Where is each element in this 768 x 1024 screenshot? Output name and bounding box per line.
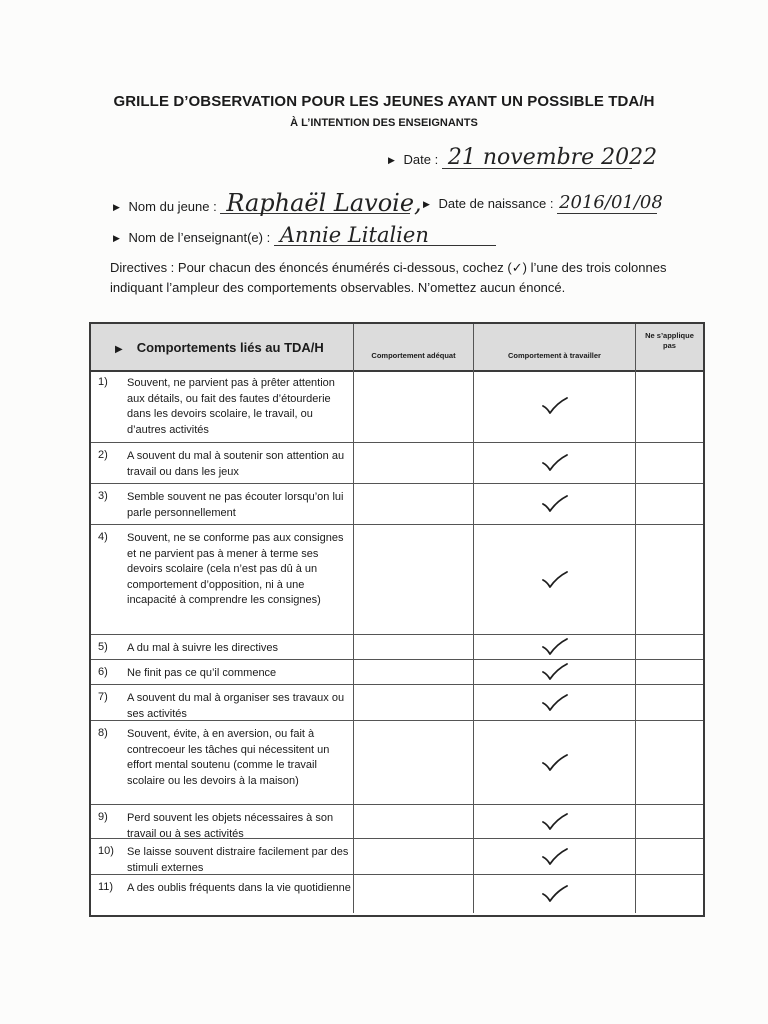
table-header bbox=[91, 324, 703, 372]
table-row bbox=[91, 635, 703, 660]
header-cell-to-work-on bbox=[473, 324, 635, 370]
row-behavior-text: A souvent du mal à organiser ses travaux ou ses activités bbox=[127, 692, 345, 720]
date-value[interactable]: 21 novembre 2022 bbox=[442, 148, 632, 169]
header-cell-not-applicable bbox=[635, 324, 703, 370]
checkmark-icon bbox=[540, 453, 570, 473]
checkbox-cell-to-work-on[interactable] bbox=[473, 839, 635, 874]
table-row bbox=[91, 721, 703, 805]
checkbox-cell-to-work-on[interactable] bbox=[473, 875, 635, 913]
checkbox-cell-not-applicable[interactable] bbox=[635, 635, 703, 659]
checkbox-cell-adequate[interactable] bbox=[353, 635, 473, 659]
row-behavior-text: Souvent, ne parvient pas à prêter attention aux détails, ou fait des fautes d’étourderie dans les devoirs scolaire, le travail, ou d’autres activités bbox=[127, 377, 335, 436]
row-behavior-text: Souvent, évite, à en aversion, ou fait à contrecoeur les tâches qui nécessitent un effort mental soutenu (comme le travail scolaire ou les devoirs à la maison) bbox=[127, 728, 330, 787]
table-row bbox=[91, 443, 703, 484]
checkbox-cell-adequate[interactable] bbox=[353, 443, 473, 483]
form-subtitle: À L’INTENTION DES ENSEIGNANTS bbox=[290, 117, 478, 129]
teacher-name-label: Nom de l’enseignant(e) : bbox=[128, 230, 271, 245]
table-row bbox=[91, 484, 703, 525]
birth-date-label: Date de naissance : bbox=[438, 196, 554, 211]
checkmark-icon bbox=[540, 494, 570, 514]
checkmark-icon bbox=[540, 662, 570, 682]
checkbox-cell-not-applicable[interactable] bbox=[635, 721, 703, 804]
row-number: 6) bbox=[98, 666, 108, 678]
student-name-label: Nom du jeune : bbox=[128, 199, 217, 214]
triangle-bullet-icon: ▶ bbox=[423, 199, 430, 209]
checkbox-cell-not-applicable[interactable] bbox=[635, 839, 703, 874]
checkmark-icon bbox=[540, 812, 570, 832]
checkbox-cell-not-applicable[interactable] bbox=[635, 443, 703, 483]
checkbox-cell-not-applicable[interactable] bbox=[635, 685, 703, 720]
checkmark-icon bbox=[540, 396, 570, 416]
table-row bbox=[91, 875, 703, 913]
row-number: 5) bbox=[98, 641, 108, 653]
row-behavior-text: Ne finit pas ce qu’il commence bbox=[127, 667, 277, 679]
row-behavior-text: Souvent, ne se conforme pas aux consignes et ne parvient pas à mener à terme ses devoirs scolaire (cela n’est pas dû à un comportement d’opposition, ni à une incapacité à comprendre les consignes) bbox=[127, 532, 344, 606]
checkmark-icon bbox=[540, 570, 570, 590]
header-to-work-on: Comportement à travailler bbox=[508, 351, 601, 360]
checkmark-icon bbox=[540, 753, 570, 773]
row-number: 1) bbox=[98, 376, 108, 388]
checkbox-cell-to-work-on[interactable] bbox=[473, 484, 635, 524]
checkbox-cell-not-applicable[interactable] bbox=[635, 875, 703, 913]
table-row bbox=[91, 685, 703, 721]
header-not-applicable: Ne s’applique pas bbox=[645, 331, 694, 350]
table-row bbox=[91, 525, 703, 635]
checkbox-cell-adequate[interactable] bbox=[353, 685, 473, 720]
row-number: 9) bbox=[98, 811, 108, 823]
header-cell-behaviors bbox=[91, 324, 353, 370]
birth-date-value[interactable]: 2016/01/08 bbox=[559, 192, 663, 213]
checkmark-icon bbox=[540, 637, 570, 657]
checkbox-cell-adequate[interactable] bbox=[353, 484, 473, 524]
directives-text: Directives : Pour chacun des énoncés énumérés ci-dessous, cochez (✓) l’une des trois colonnes indiquant l’ampleur des comportements observables. N’omettez aucun énoncé. bbox=[110, 260, 667, 295]
checkbox-cell-not-applicable[interactable] bbox=[635, 660, 703, 684]
triangle-bullet-icon: ▶ bbox=[388, 155, 395, 165]
row-behavior-text: A souvent du mal à soutenir son attention au travail ou dans les jeux bbox=[127, 450, 345, 478]
checkbox-cell-to-work-on[interactable] bbox=[473, 685, 635, 720]
row-number: 11) bbox=[98, 881, 114, 893]
row-number: 10) bbox=[98, 845, 114, 857]
checkbox-cell-adequate[interactable] bbox=[353, 839, 473, 874]
header-behaviors-label: Comportements liés au TDA/H bbox=[136, 340, 324, 355]
behavior-table bbox=[89, 322, 705, 917]
checkmark-icon bbox=[540, 847, 570, 867]
header-adequate: Comportement adéquat bbox=[371, 351, 456, 360]
row-number: 4) bbox=[98, 531, 108, 543]
date-label: Date : bbox=[403, 152, 439, 167]
row-behavior-text: Perd souvent les objets nécessaires à son travail ou à ses activités bbox=[127, 812, 334, 840]
checkmark-icon bbox=[540, 884, 570, 904]
header-cell-adequate bbox=[353, 324, 473, 370]
row-behavior-text: Semble souvent ne pas écouter lorsqu’on lui parle personnellement bbox=[127, 491, 344, 519]
checkbox-cell-to-work-on[interactable] bbox=[473, 805, 635, 838]
row-number: 7) bbox=[98, 691, 108, 703]
checkbox-cell-not-applicable[interactable] bbox=[635, 805, 703, 838]
checkbox-cell-to-work-on[interactable] bbox=[473, 660, 635, 684]
checkbox-cell-adequate[interactable] bbox=[353, 805, 473, 838]
triangle-bullet-icon: ▶ bbox=[113, 202, 120, 212]
date-field bbox=[388, 145, 658, 170]
student-name-field bbox=[113, 189, 422, 217]
checkbox-cell-not-applicable[interactable] bbox=[635, 525, 703, 634]
checkbox-cell-to-work-on[interactable] bbox=[473, 635, 635, 659]
triangle-bullet-icon: ▶ bbox=[115, 344, 123, 355]
checkbox-cell-adequate[interactable] bbox=[353, 875, 473, 913]
teacher-name-value[interactable]: Annie Litalien bbox=[274, 225, 496, 246]
row-number: 2) bbox=[98, 449, 108, 461]
checkbox-cell-not-applicable[interactable] bbox=[635, 484, 703, 524]
table-row bbox=[91, 839, 703, 875]
triangle-bullet-icon: ▶ bbox=[113, 233, 120, 243]
checkmark-icon bbox=[540, 693, 570, 713]
checkbox-cell-not-applicable[interactable] bbox=[635, 370, 703, 442]
table-row bbox=[91, 370, 703, 443]
table-row bbox=[91, 805, 703, 839]
checkbox-cell-to-work-on[interactable] bbox=[473, 443, 635, 483]
checkbox-cell-to-work-on[interactable] bbox=[473, 721, 635, 804]
row-behavior-text: A du mal à suivre les directives bbox=[127, 642, 279, 654]
checkbox-cell-adequate[interactable] bbox=[353, 721, 473, 804]
row-number: 3) bbox=[98, 490, 108, 502]
checkbox-cell-to-work-on[interactable] bbox=[473, 370, 635, 442]
table-row bbox=[91, 660, 703, 685]
student-name-value[interactable]: Raphaël Lavoie, bbox=[220, 193, 410, 214]
checkbox-cell-adequate[interactable] bbox=[353, 370, 473, 442]
row-behavior-text: A des oublis fréquents dans la vie quotidienne bbox=[127, 882, 351, 894]
teacher-name-field bbox=[113, 225, 496, 246]
checkbox-cell-adequate[interactable] bbox=[353, 525, 473, 634]
row-behavior-text: Se laisse souvent distraire facilement par des stimuli externes bbox=[127, 846, 349, 874]
checkbox-cell-to-work-on[interactable] bbox=[473, 525, 635, 634]
row-number: 8) bbox=[98, 727, 108, 739]
header-behaviors bbox=[115, 340, 324, 355]
birth-date-field bbox=[423, 192, 663, 214]
checkbox-cell-adequate[interactable] bbox=[353, 660, 473, 684]
form-title: GRILLE D’OBSERVATION POUR LES JEUNES AYANT UN POSSIBLE TDA/H bbox=[113, 93, 655, 110]
